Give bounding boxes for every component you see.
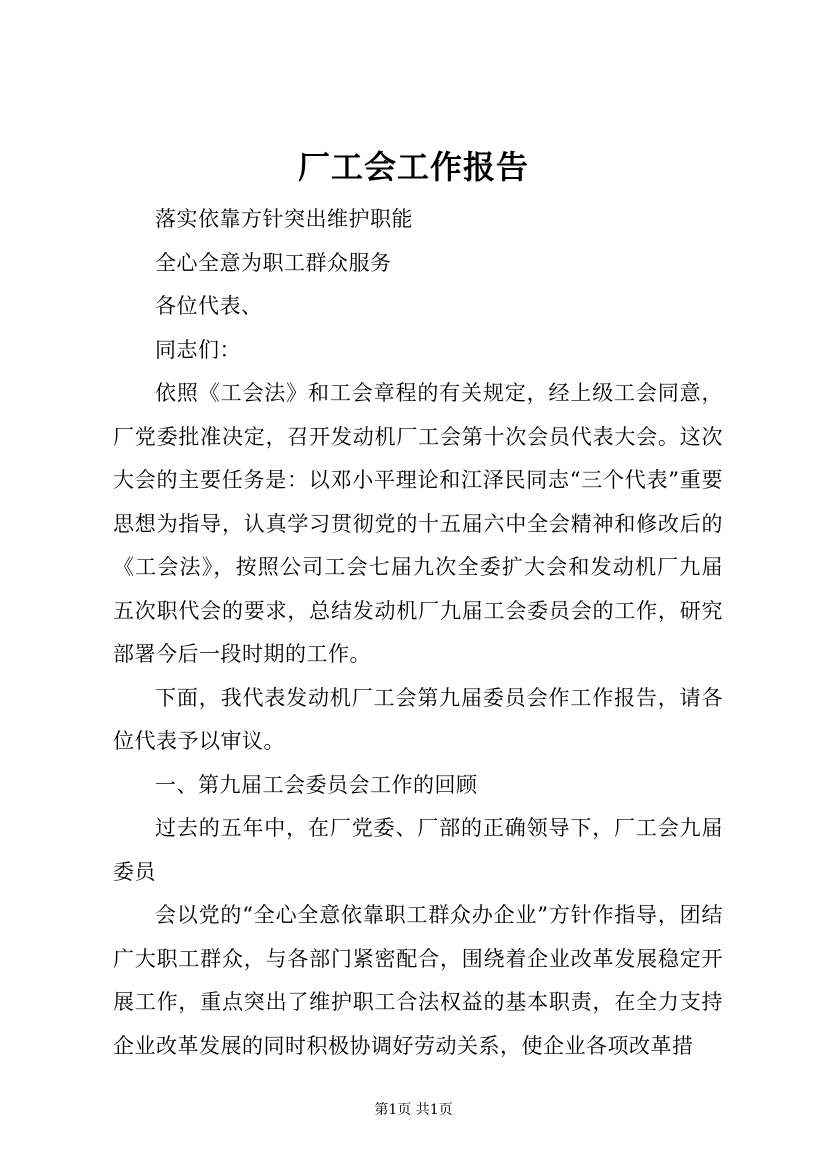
paragraph-greeting-1: 各位代表、 xyxy=(155,294,263,318)
paragraph-subtitle-1: 落实依靠方针突出维护职能 xyxy=(155,207,413,231)
paragraph-subtitle-2: 全心全意为职工群众服务 xyxy=(155,250,392,275)
document-title: 厂工会工作报告 xyxy=(297,148,529,186)
document-body xyxy=(113,198,723,1068)
section-heading-review: 一、第九届工会委员会工作的回顾 xyxy=(155,772,478,797)
paragraph-policy-guidance: 会以党的“全心全意依靠职工群众办企业”方针作指导，团结广大职工群众，与各部门紧密配合，围绕着企业改革发展稳定开展工作，重点突出了维护职工合法权益的基本职责，在全力支持企业改革发展的同时积极协调好劳动关系，使企业各项改革措 xyxy=(113,903,723,1058)
paragraph-past-five-years: 过去的五年中，在厂党委、厂部的正确领导下，厂工会九届委员 xyxy=(113,816,723,884)
paragraph-greeting-2: 同志们： xyxy=(155,337,241,362)
paragraph-intro: 依照《工会法》和工会章程的有关规定，经上级工会同意，厂党委批准决定，召开发动机厂工会第十次会员代表大会。这次大会的主要任务是：以邓小平理论和江泽民同志“三个代表”重要思想为指导，认真学习贯彻党的十五届六中全会精神和修改后的《工会法》，按照公司工会七届九次全委扩大会和发动机厂九届五次职代会的要求，总结发动机厂九届工会委员会的工作，研究部署今后一段时期的工作。 xyxy=(113,381,723,666)
page-footer: 第1页 共1页 xyxy=(374,1102,453,1118)
paragraph-report-statement: 下面，我代表发动机厂工会第九届委员会作工作报告，请各位代表予以审议。 xyxy=(113,685,723,753)
